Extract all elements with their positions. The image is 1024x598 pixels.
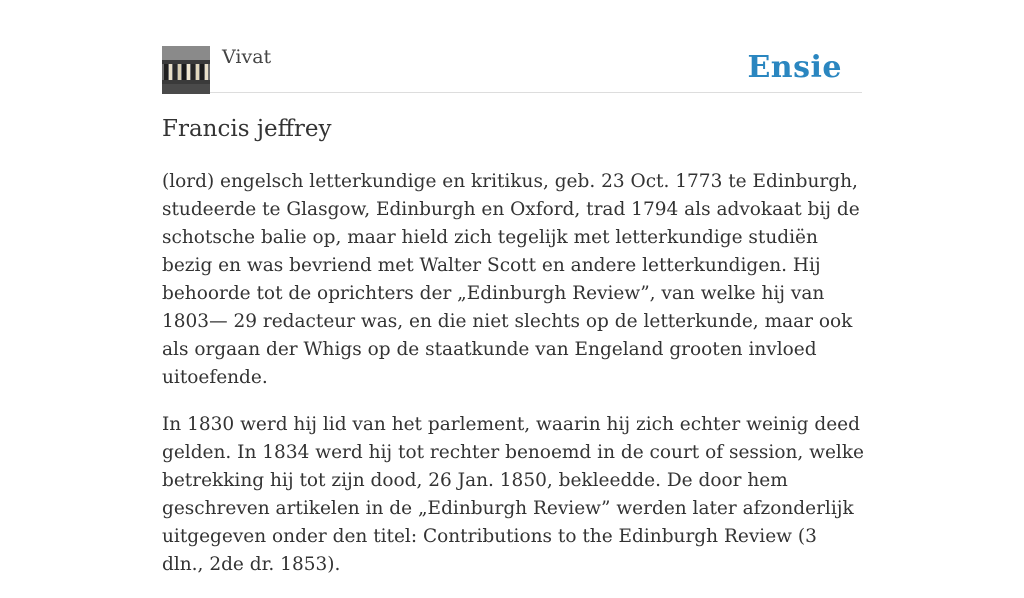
article-header [162, 46, 862, 93]
article-paragraph: (lord) engelsch letterkundige en kritikus, geb. 23 Oct. 1773 te Edinburgh, studeerde te Glasgow, Edinburgh en Oxford, trad 1794 als advokaat bij de schotsche balie op, maar hield zich tegelijk met letterkundige studiën bezig en was bevriend met Walter Scott en andere letterkundigen. Hij behoorde tot de oprichters der „Edinburgh Review”, van welke hij van 1803— 29 redacteur was, en die niet slechts op de letterkunde, maar ook als orgaan der Whigs op de staatkunde van Engeland grooten invloed uitoefende. [162, 171, 860, 388]
article-body [162, 168, 864, 598]
article-title: Francis jeffrey [162, 116, 332, 142]
ensie-logo[interactable]: Ensie [747, 50, 842, 85]
author-name[interactable]: Vivat [222, 46, 272, 68]
bookshelf-avatar-icon[interactable] [162, 46, 210, 94]
article-paragraph: In 1830 werd hij lid van het parlement, waarin hij zich echter weinig deed gelden. In 1834 werd hij tot rechter benoemd in de court of session, welke betrekking hij tot zijn dood, 26 Jan. 1850, bekleedde. De door hem geschreven artikelen in de „Edinburgh Review” werden later afzonderlijk uitgegeven onder den titel: Contributions to the Edinburgh Review (3 dln., 2de dr. 1853). [162, 414, 864, 575]
bookshelf-graphic [162, 46, 210, 94]
